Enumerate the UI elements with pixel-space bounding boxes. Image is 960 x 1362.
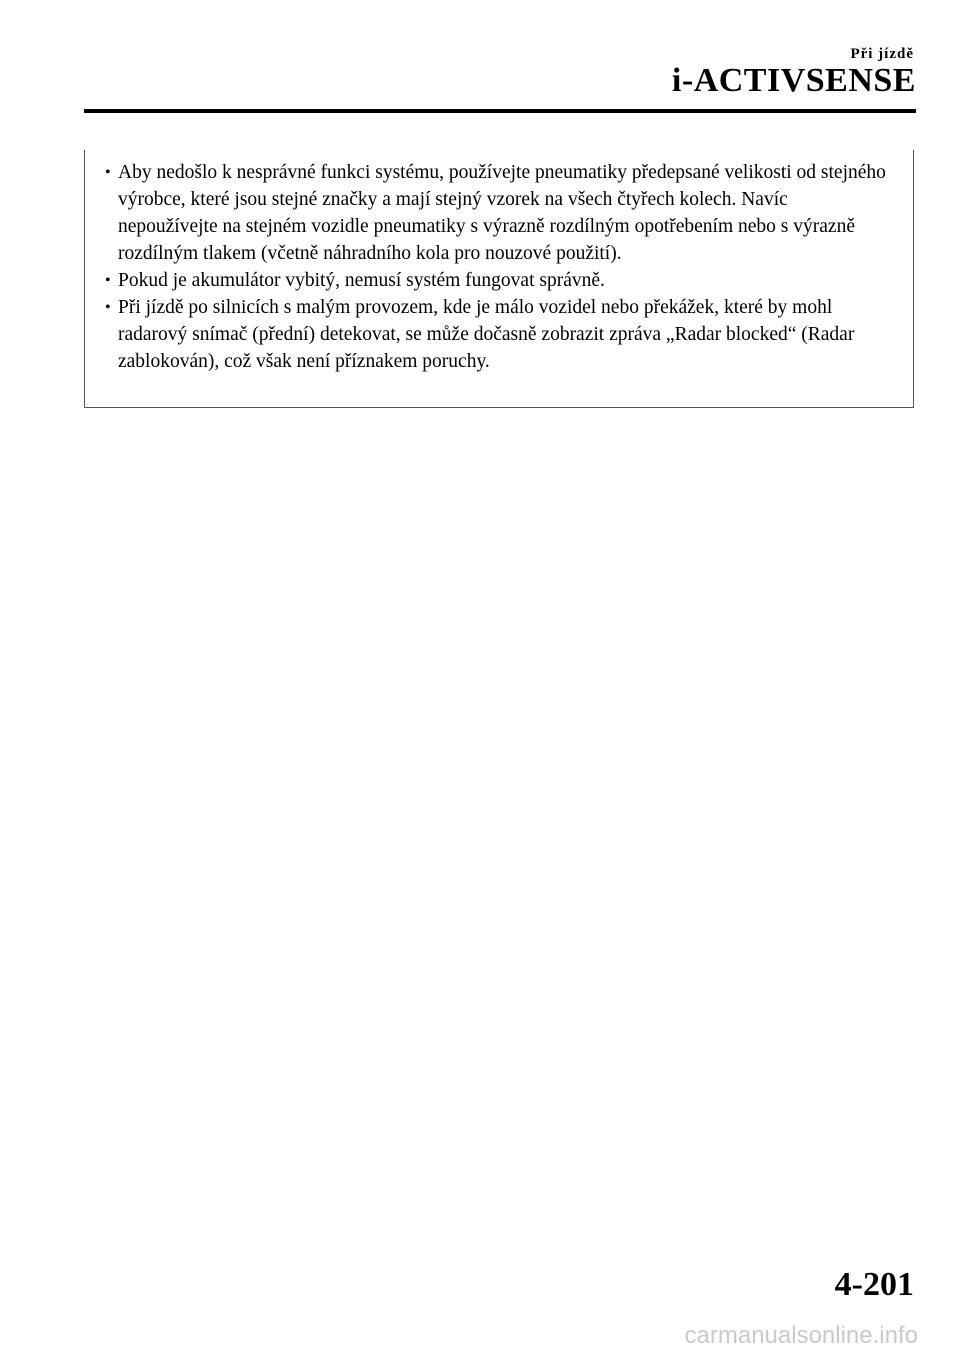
- chapter-title: i-ACTIVSENSE: [671, 62, 916, 99]
- section-label: Při jízdě: [850, 46, 914, 62]
- bullet-icon: •: [105, 272, 111, 289]
- list-item-text: Pokud je akumulátor vybitý, nemusí systém fungovat správně.: [118, 270, 605, 291]
- page-number: 4-201: [834, 1266, 914, 1303]
- list-item: [85, 294, 887, 375]
- list-item: [85, 267, 887, 294]
- note-box: [84, 150, 914, 408]
- bullet-list: [85, 150, 913, 375]
- watermark: carmanualsonline.info: [684, 1322, 918, 1349]
- bullet-icon: •: [105, 299, 111, 316]
- list-item-text: Aby nedošlo k nesprávné funkci systému, používejte pneumatiky předepsané velikosti od stejného výrobce, které jsou stejné značky a mají stejný vzorek na všech čtyřech kolech. Navíc nepoužívejte na stejném vozidle pneumatiky s výrazně rozdílným opotřebením nebo s výrazně rozdílným tlakem (včetně náhradního kola pro nouzové použití).: [118, 162, 886, 264]
- list-item-text: Při jízdě po silnicích s malým provozem, kde je málo vozidel nebo překážek, které by mohl radarový snímač (přední) detekovat, se může dočasně zobrazit zpráva „Radar blocked“ (Radar zablokován), což však není příznakem poruchy.: [118, 297, 855, 372]
- list-item: [85, 159, 887, 267]
- header-rule: [84, 109, 916, 113]
- bullet-icon: •: [105, 164, 111, 181]
